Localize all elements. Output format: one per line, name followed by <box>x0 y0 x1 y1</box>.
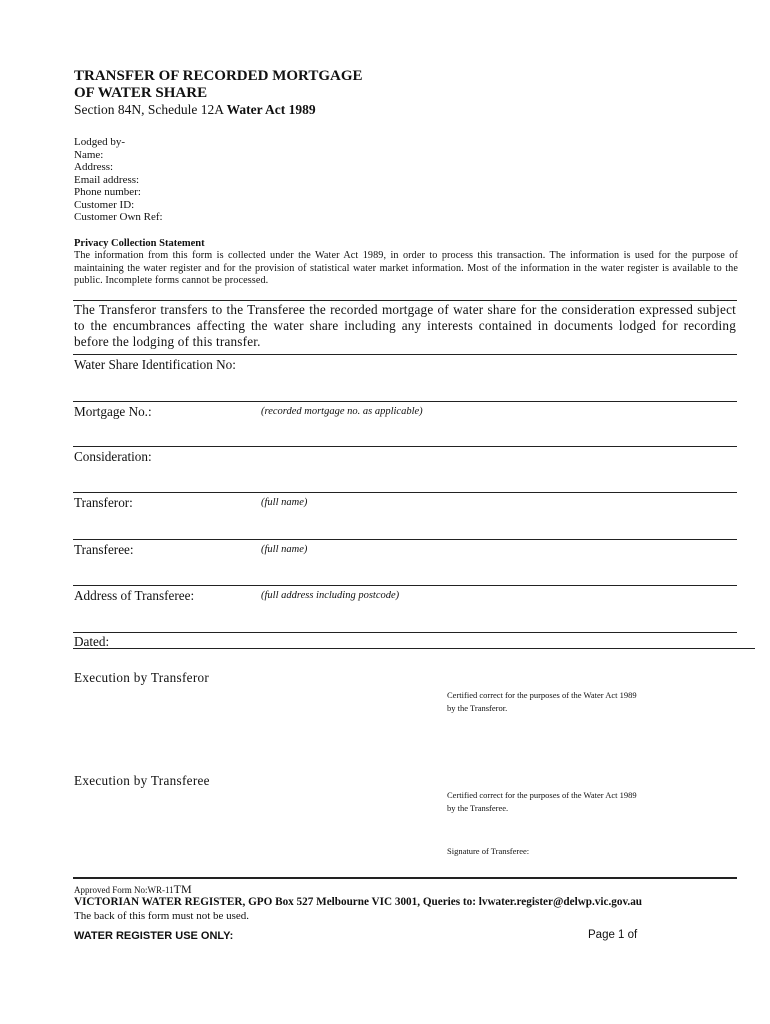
form-subtitle <box>74 102 316 118</box>
address-field[interactable]: Address: <box>74 161 114 173</box>
privacy-heading: Privacy Collection Statement <box>74 238 205 249</box>
approved-form-text: Approved Form No:WR-11 <box>74 885 174 895</box>
divider-rule <box>73 648 755 649</box>
phone-field[interactable]: Phone number: <box>74 186 141 198</box>
divider-rule <box>73 492 737 493</box>
title-line-2: OF WATER SHARE <box>74 85 208 101</box>
transfer-statement: The Transferor transfers to the Transferee the recorded mortgage of water share for the consideration expressed subject to the encumbrances affecting the water share including any interests contained in documents lodged for recording before the lodging of this transfer. <box>74 302 736 349</box>
back-of-form-notice: The back of this form must not be used. <box>74 910 250 922</box>
transferor-cert-line-1: Certified correct for the purposes of the Water Act 1989 <box>447 690 637 700</box>
divider-rule <box>73 401 737 402</box>
lodged-by-block <box>74 136 163 224</box>
address-transferee-hint: (full address including postcode) <box>261 590 400 601</box>
divider-rule <box>73 354 737 355</box>
customer-ref-field[interactable]: Customer Own Ref: <box>74 211 163 223</box>
divider-rule <box>73 539 737 540</box>
signature-transferee-field[interactable]: Signature of Transferee: <box>447 846 530 856</box>
transferor-hint: (full name) <box>261 497 308 508</box>
form-title <box>74 68 494 102</box>
section-reference: Section 84N, Schedule 12A <box>74 102 224 117</box>
mortgage-no-hint: (recorded mortgage no. as applicable) <box>261 406 423 417</box>
dated-field[interactable]: Dated: <box>74 634 110 649</box>
email-field[interactable]: Email address: <box>74 173 140 186</box>
transferee-field[interactable]: Transferee: <box>74 542 134 557</box>
divider-rule <box>73 585 737 586</box>
customer-id-field[interactable]: Customer ID: <box>74 198 135 211</box>
transferee-certification <box>447 789 637 814</box>
approved-form-number <box>74 882 192 897</box>
footer-rule <box>73 877 737 879</box>
transferor-field[interactable]: Transferor: <box>74 495 133 510</box>
divider-rule <box>73 300 737 301</box>
trademark-mark: TM <box>173 882 192 896</box>
divider-rule <box>73 446 737 447</box>
water-share-id-field[interactable]: Water Share Identification No: <box>74 357 236 372</box>
transferor-certification <box>447 689 637 714</box>
consideration-field[interactable]: Consideration: <box>74 449 152 464</box>
privacy-text: The information from this form is collected under the Water Act 1989, in order to process this transaction. The information is used for the purpose of maintaining the water register and for the provision of statistical water market information. Most of the information in the water register is available to the public. Incomplete forms cannot be processed. <box>74 250 738 286</box>
transferee-cert-line-1: Certified correct for the purposes of the Water Act 1989 <box>447 790 637 800</box>
transferor-cert-line-2: by the Transferor. <box>447 702 508 713</box>
act-reference: Water Act 1989 <box>226 102 316 117</box>
lodged-by-label: Lodged by- <box>74 136 126 148</box>
title-line-1: TRANSFER OF RECORDED MORTGAGE <box>74 68 363 84</box>
divider-rule <box>73 632 737 633</box>
register-use-only: WATER REGISTER USE ONLY: <box>74 930 234 942</box>
transferee-cert-line-2: by the Transferee. <box>447 802 509 813</box>
execution-transferee-label: Execution by Transferee <box>74 773 210 788</box>
page-number: Page 1 of <box>588 929 638 941</box>
name-field[interactable]: Name: <box>74 148 104 161</box>
address-transferee-field[interactable]: Address of Transferee: <box>74 588 195 603</box>
execution-transferor-label: Execution by Transferor <box>74 670 210 685</box>
register-contact: VICTORIAN WATER REGISTER, GPO Box 527 Melbourne VIC 3001, Queries to: lvwater.register@delwp.vic.gov.au <box>74 896 643 908</box>
transferee-hint: (full name) <box>261 544 308 555</box>
mortgage-no-field[interactable]: Mortgage No.: <box>74 404 152 419</box>
